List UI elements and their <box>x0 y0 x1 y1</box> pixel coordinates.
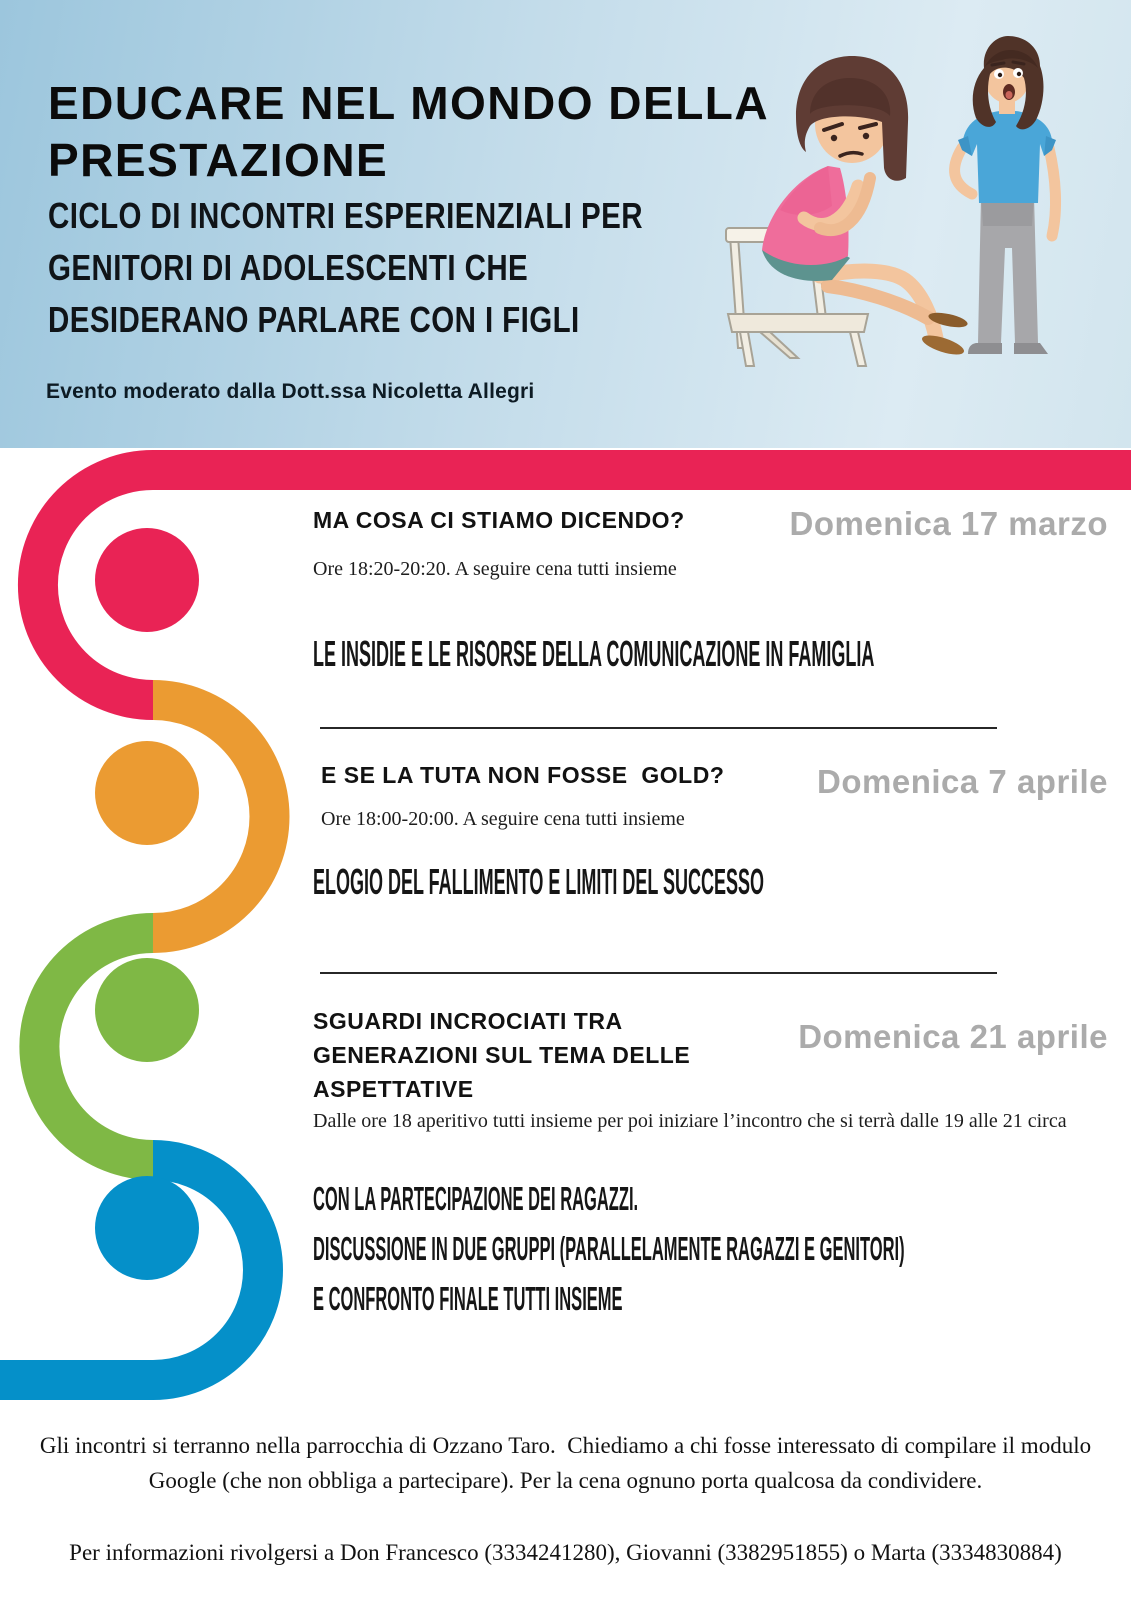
divider-1 <box>320 727 997 729</box>
session1-description: LE INSIDIE E LE RISORSE DELLA COMUNICAZIONE IN FAMIGLIA <box>313 633 875 674</box>
session3-description-list <box>313 1180 1131 1330</box>
footer-contacts-text: Per informazioni rivolgersi a Don Francesco (3334241280), Giovanni (3382951855) o Marta (3334830884) <box>69 1540 1062 1565</box>
page-subtitle: CICLO DI INCONTRI ESPERIENZIALI PER GENITORI DI ADOLESCENTI CHE DESIDERANO PARLARE CON I FIGLI <box>48 195 643 340</box>
session3-time: Dalle ore 18 aperitivo tutti insieme per poi iniziare l’incontro che si terrà dalle 19 alle 21 circa <box>313 1110 1067 1132</box>
session1-time: Ore 18:20-20:20. A seguire cena tutti insieme <box>313 558 677 580</box>
mother-daughter-illustration <box>700 18 1080 368</box>
divider-2 <box>320 972 997 974</box>
session2-date: Domenica 7 aprile <box>817 763 1108 800</box>
session1-title: MA COSA CI STIAMO DICENDO? <box>313 507 685 533</box>
timeline-arc-green <box>39 933 153 1160</box>
mother-figure <box>955 36 1056 354</box>
timeline-arc-blue <box>0 1160 263 1380</box>
moderator-line: Evento moderato dalla Dott.ssa Nicoletta Allegri <box>46 380 535 403</box>
timeline-dot-pink <box>95 528 199 632</box>
session2-time: Ore 18:00-20:00. A seguire cena tutti insieme <box>321 808 685 830</box>
timeline-dot-orange <box>95 741 199 845</box>
session2-description: ELOGIO DEL FALLIMENTO E LIMITI DEL SUCCESSO <box>313 861 765 902</box>
page-title: EDUCARE NEL MONDO DELLA PRESTAZIONE <box>48 76 768 186</box>
session2-title: E SE LA TUTA NON FOSSE GOLD? <box>321 762 725 788</box>
session3-description-line: DISCUSSIONE IN DUE GRUPPI (PARALLELAMENTE RAGAZZI E GENITORI) <box>313 1230 905 1267</box>
session3-description-line: E CONFRONTO FINALE TUTTI INSIEME <box>313 1280 623 1317</box>
session1-date: Domenica 17 marzo <box>789 505 1108 542</box>
header-banner <box>0 0 1131 448</box>
session3-description-line: CON LA PARTECIPAZIONE DEI RAGAZZI. <box>313 1180 639 1217</box>
session3-title: SGUARDI INCROCIATI TRA GENERAZIONI SUL TEMA DELLE ASPETTATIVE <box>313 1008 697 1102</box>
footer-info-text: Gli incontri si terranno nella parrocchia di Ozzano Taro. Chiediamo a chi fosse interessato di compilare il modulo Google (che non obbliga a partecipare). Per la cena ognuno porta qualcosa da condividere. <box>39 1433 1097 1493</box>
timeline-arc-orange <box>153 700 270 933</box>
timeline-dot-green <box>95 958 199 1062</box>
session3-date: Domenica 21 aprile <box>798 1018 1108 1055</box>
timeline-dot-blue <box>95 1176 199 1280</box>
